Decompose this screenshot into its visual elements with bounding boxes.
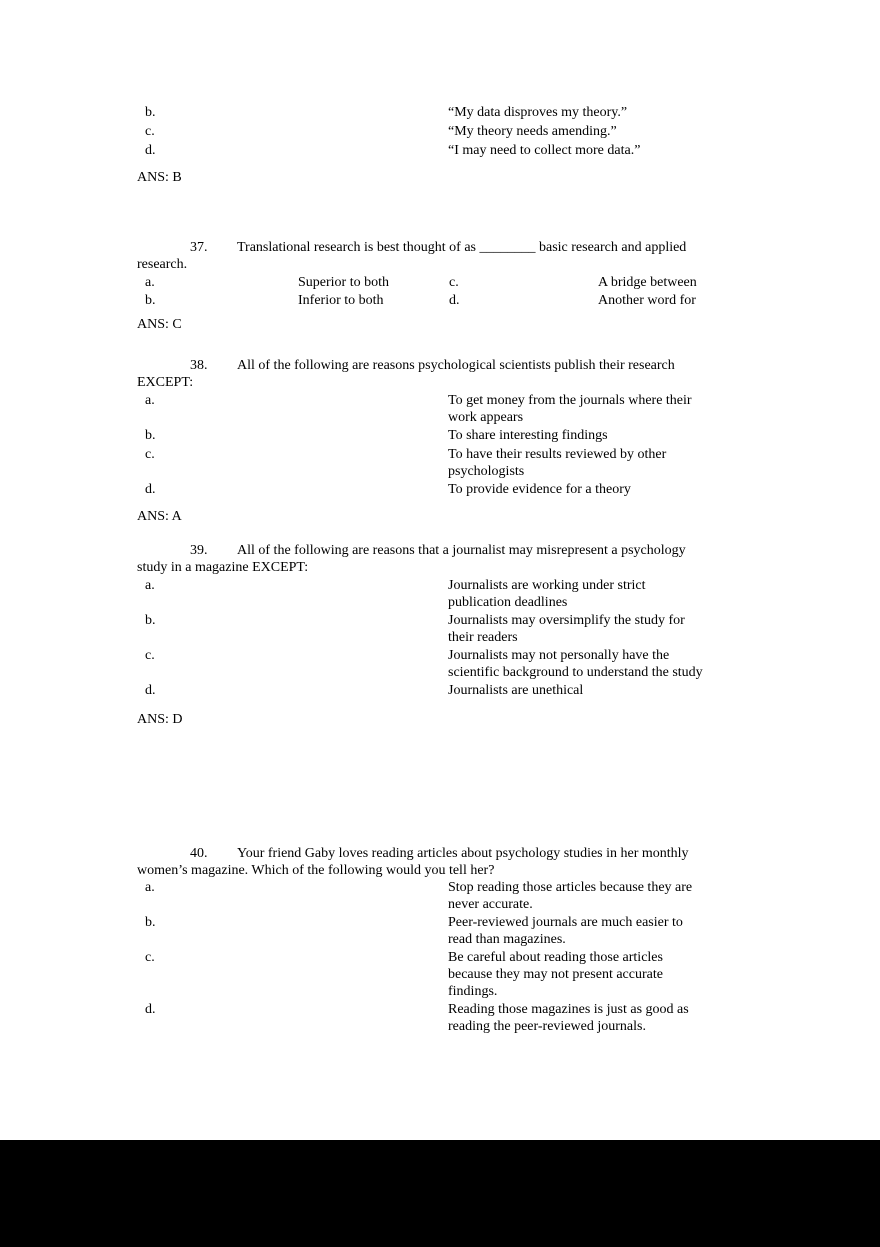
option-text: To share interesting findings <box>448 428 608 443</box>
option-row <box>0 427 880 445</box>
option-text: A bridge between <box>598 275 697 290</box>
option-text: To provide evidence for a theory <box>448 482 631 497</box>
question-line <box>0 845 880 863</box>
option-letter: b. <box>145 105 156 120</box>
question-number: 39. <box>190 543 208 558</box>
question-line <box>0 256 880 274</box>
option-text: Journalists may oversimplify the study for <box>448 613 685 628</box>
option-letter: c. <box>145 950 155 965</box>
option-text: Journalists may not personally have the <box>448 648 670 663</box>
question-line <box>0 559 880 577</box>
option-row <box>0 949 880 967</box>
option-text-continuation <box>0 463 880 481</box>
question-line <box>0 374 880 392</box>
option-text: Peer-reviewed journals are much easier to <box>448 915 683 930</box>
question-number: 37. <box>190 240 208 255</box>
question-number: 40. <box>190 846 208 861</box>
option-row <box>0 123 880 141</box>
option-text-continuation <box>0 594 880 612</box>
option-text: Superior to both <box>298 275 389 290</box>
option-text: Another word for <box>598 293 696 308</box>
question-number: 38. <box>190 358 208 373</box>
option-text: reading the peer-reviewed journals. <box>448 1019 646 1034</box>
option-row <box>0 577 880 595</box>
option-text-continuation <box>0 983 880 1001</box>
option-text-continuation <box>0 931 880 949</box>
option-row <box>0 104 880 122</box>
option-row <box>0 914 880 932</box>
option-text: never accurate. <box>448 897 533 912</box>
option-letter: d. <box>145 1002 156 1017</box>
option-row <box>0 612 880 630</box>
option-letter: d. <box>449 293 460 308</box>
option-row <box>0 274 880 292</box>
option-text-continuation <box>0 409 880 427</box>
question-text-line: All of the following are reasons psychological scientists publish their research <box>237 358 675 373</box>
option-row <box>0 392 880 410</box>
option-text: Journalists are unethical <box>448 683 584 698</box>
answer-label: ANS: B <box>137 170 182 185</box>
option-row <box>0 142 880 160</box>
option-text: “My theory needs amending.” <box>448 124 617 139</box>
option-text: because they may not present accurate <box>448 967 663 982</box>
option-text: psychologists <box>448 464 525 479</box>
bottom-black-bar <box>0 1140 880 1247</box>
option-letter: b. <box>145 915 156 930</box>
option-text: findings. <box>448 984 498 999</box>
option-text: their readers <box>448 630 518 645</box>
question-line <box>0 542 880 560</box>
option-text: Journalists are working under strict <box>448 578 646 593</box>
answer-label: ANS: D <box>137 712 183 727</box>
option-letter: d. <box>145 143 156 158</box>
option-letter: b. <box>145 428 156 443</box>
answer-line <box>0 711 880 729</box>
option-row <box>0 647 880 665</box>
option-letter: a. <box>145 275 155 290</box>
question-text-line: research. <box>137 257 188 272</box>
option-text: publication deadlines <box>448 595 568 610</box>
option-text: “My data disproves my theory.” <box>448 105 628 120</box>
option-letter: c. <box>145 447 155 462</box>
question-text-line: study in a magazine EXCEPT: <box>137 560 309 575</box>
option-text: To have their results reviewed by other <box>448 447 667 462</box>
option-letter: a. <box>145 880 155 895</box>
option-text-continuation <box>0 1018 880 1036</box>
question-text-line: All of the following are reasons that a journalist may misrepresent a psychology <box>237 543 686 558</box>
option-row <box>0 481 880 499</box>
answer-line <box>0 169 880 187</box>
option-row <box>0 292 880 310</box>
option-letter: c. <box>145 648 155 663</box>
question-text-line: women’s magazine. Which of the following would you tell her? <box>137 863 495 878</box>
option-text: Stop reading those articles because they are <box>448 880 693 895</box>
option-letter: b. <box>145 613 156 628</box>
answer-label: ANS: C <box>137 317 182 332</box>
question-line <box>0 357 880 375</box>
option-text: Reading those magazines is just as good as <box>448 1002 689 1017</box>
option-row <box>0 682 880 700</box>
option-text: To get money from the journals where their <box>448 393 692 408</box>
option-text-continuation <box>0 966 880 984</box>
option-row <box>0 1001 880 1019</box>
question-text-line: Translational research is best thought of as ________ basic research and applied <box>237 240 687 255</box>
question-line <box>0 862 880 880</box>
answer-label: ANS: A <box>137 509 182 524</box>
option-letter: c. <box>449 275 459 290</box>
option-text: read than magazines. <box>448 932 566 947</box>
option-letter: a. <box>145 393 155 408</box>
answer-line <box>0 316 880 334</box>
option-letter: b. <box>145 293 156 308</box>
option-letter: d. <box>145 683 156 698</box>
option-text: “I may need to collect more data.” <box>448 143 641 158</box>
option-text: work appears <box>448 410 524 425</box>
option-letter: c. <box>145 124 155 139</box>
option-text-continuation <box>0 896 880 914</box>
question-text-line: EXCEPT: <box>137 375 194 390</box>
option-text: scientific background to understand the study <box>448 665 703 680</box>
option-row <box>0 879 880 897</box>
option-text: Inferior to both <box>298 293 384 308</box>
question-text-line: Your friend Gaby loves reading articles about psychology studies in her monthly <box>237 846 689 861</box>
option-letter: a. <box>145 578 155 593</box>
question-line <box>0 239 880 257</box>
option-letter: d. <box>145 482 156 497</box>
answer-line <box>0 508 880 526</box>
option-text: Be careful about reading those articles <box>448 950 663 965</box>
option-text-continuation <box>0 664 880 682</box>
option-row <box>0 446 880 464</box>
option-text-continuation <box>0 629 880 647</box>
